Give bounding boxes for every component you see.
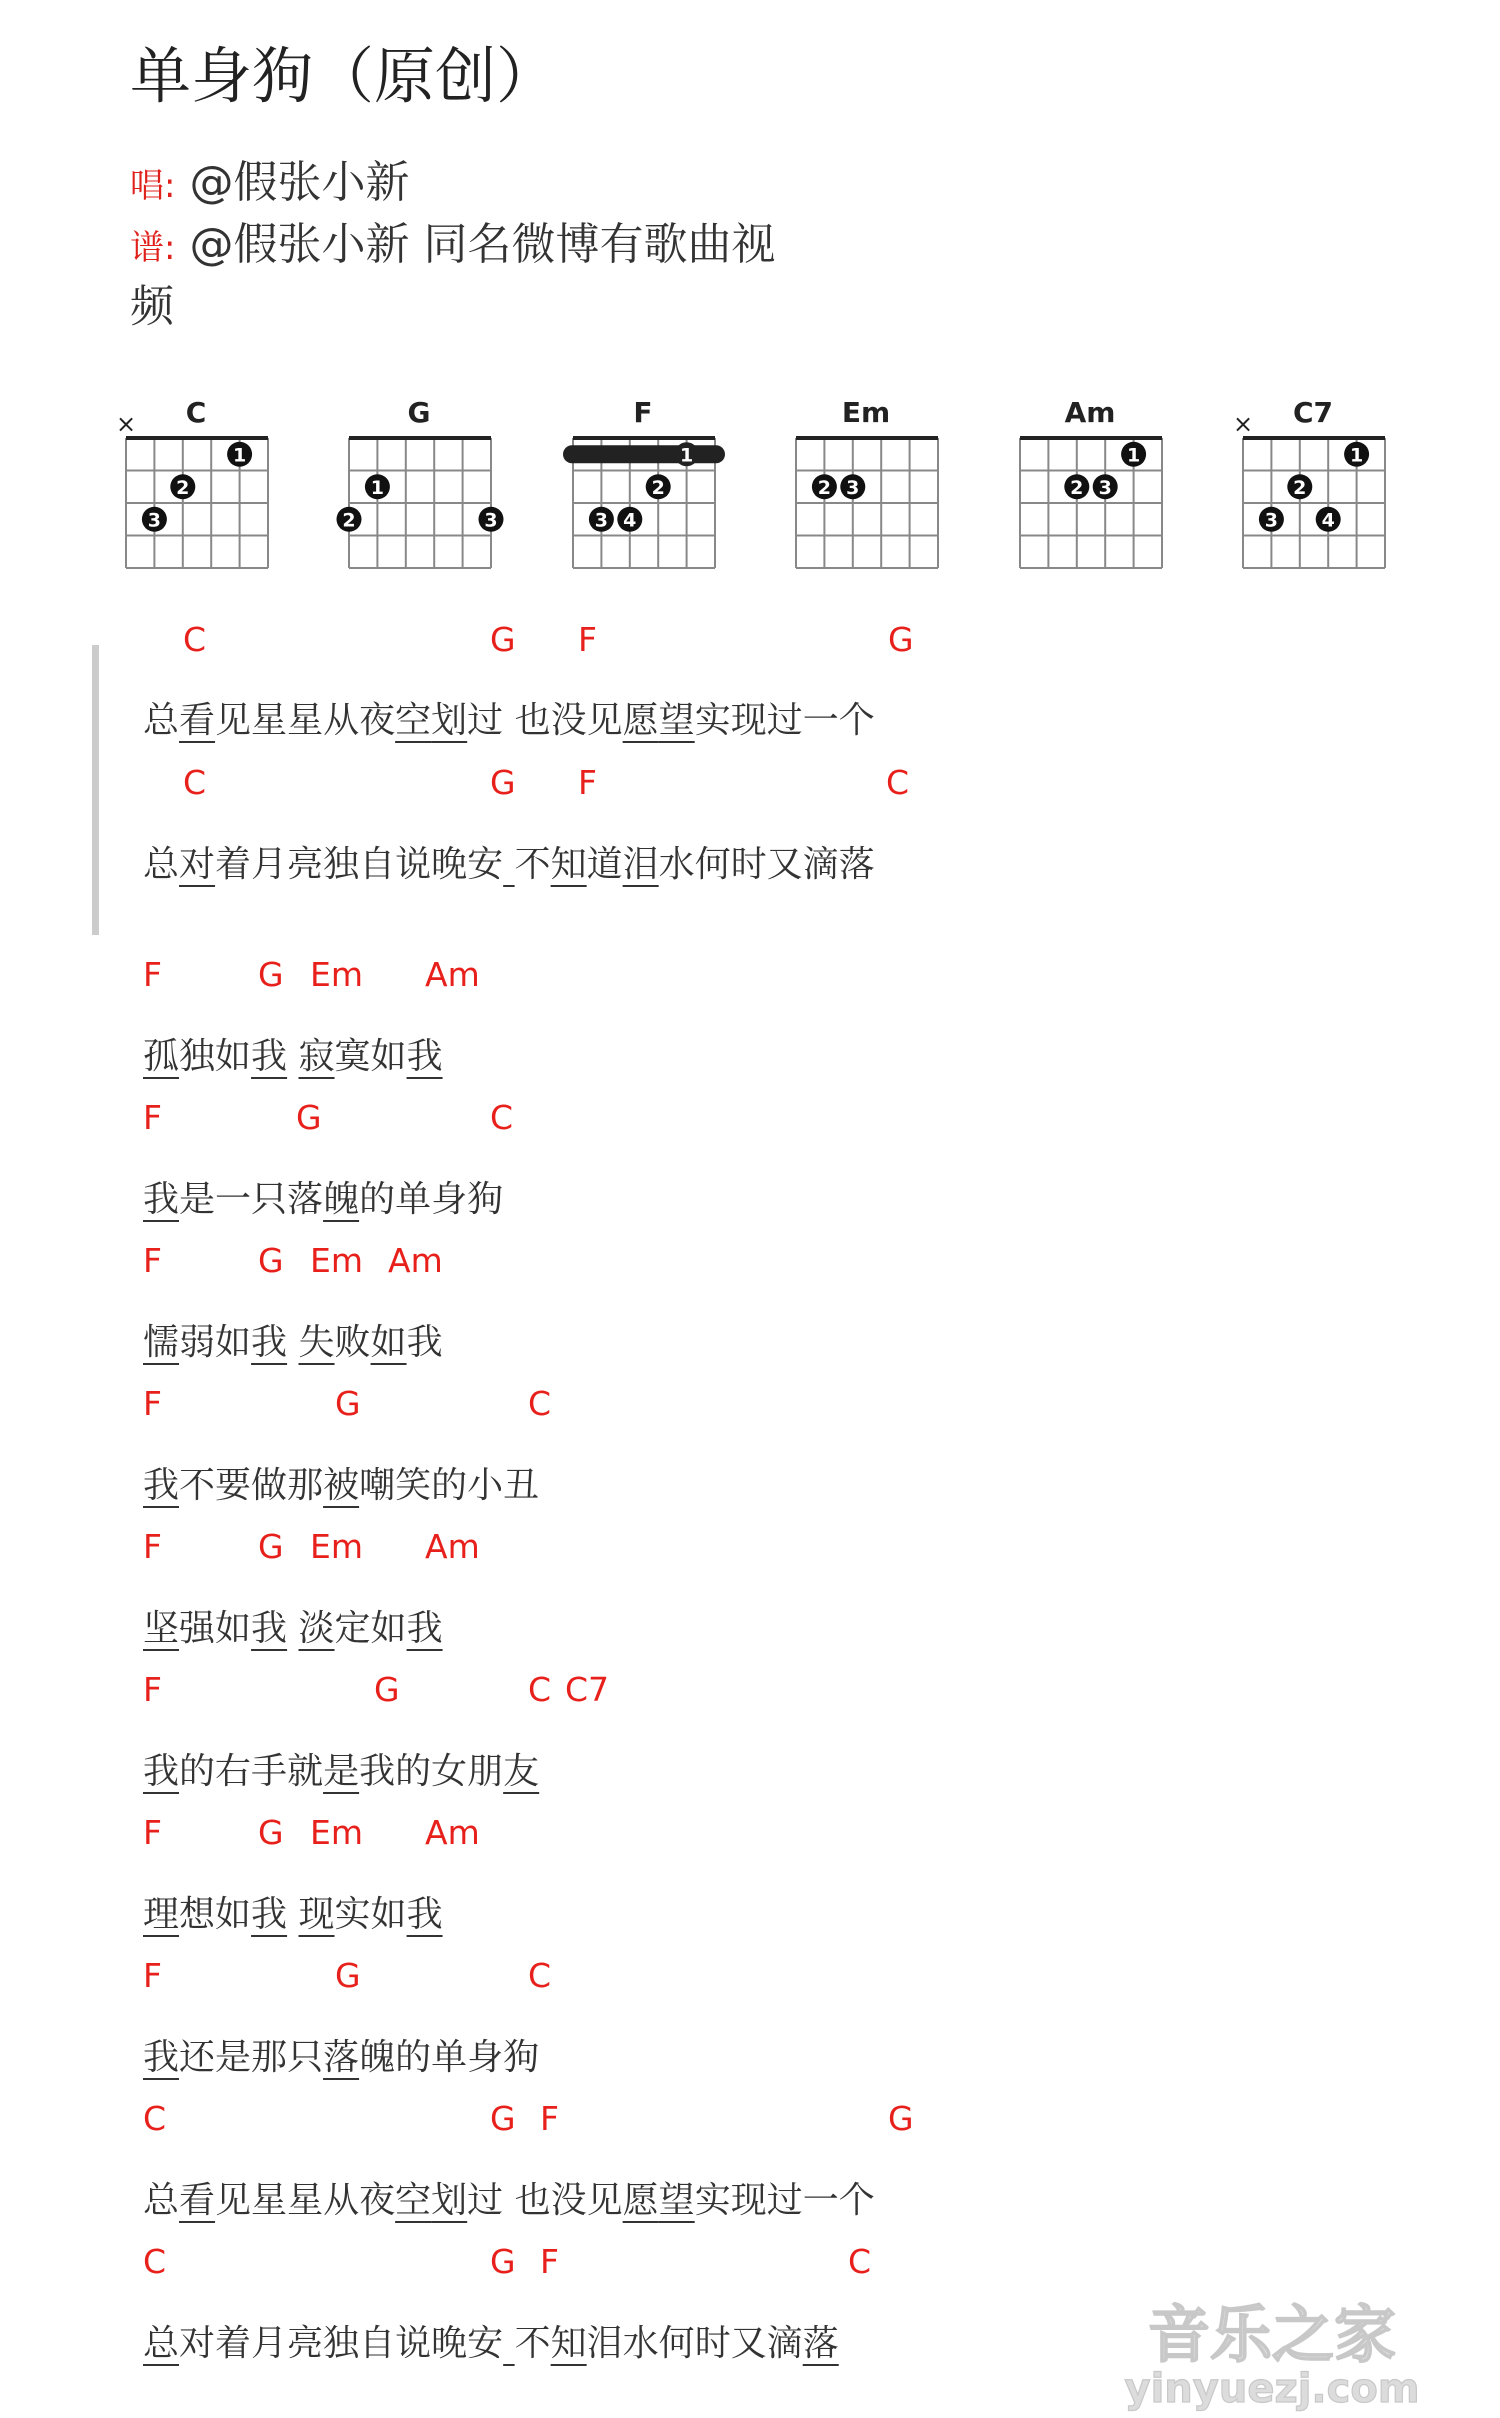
finger-number: 4 (1321, 509, 1335, 532)
chord-label: C (143, 2099, 167, 2138)
chord-label: Em (310, 955, 363, 994)
chord-label: G (258, 1813, 284, 1852)
lyric-line: 我还是那只落魄的单身狗 (143, 2037, 540, 2078)
chord-label: C (528, 1956, 552, 1995)
chord-label: G (888, 620, 914, 659)
chord-diagram-name: C7 (1292, 396, 1334, 429)
lyric-line: 懦弱如我 失败如我 (143, 1322, 443, 1363)
finger-number: 1 (1349, 444, 1364, 467)
chord-label: C (848, 2242, 872, 2281)
chord-diagram-name: Am (1064, 396, 1116, 429)
finger-number: 4 (623, 509, 637, 532)
chord-diagram-am (1007, 392, 1165, 572)
watermark-en: yinyuezj.com (1124, 2366, 1420, 2412)
chord-label: F (143, 1527, 162, 1566)
chord-label: G (258, 1527, 284, 1566)
lyric-line: 理想如我 现实如我 (143, 1894, 443, 1935)
chord-label: C (886, 763, 910, 802)
chord-diagram-c (113, 392, 271, 572)
chord-label: F (143, 1241, 162, 1280)
chord-label: G (374, 1670, 400, 1709)
chord-label: F (143, 1956, 162, 1995)
watermark-logo (1062, 2290, 1482, 2410)
chord-label: G (258, 1241, 284, 1280)
finger-number: 1 (1126, 444, 1141, 467)
finger-number: 1 (679, 444, 694, 467)
mute-marker: × (115, 410, 137, 438)
chord-label: G (490, 763, 516, 802)
chord-label: C (183, 763, 207, 802)
score-line-wrap: 频 (130, 281, 174, 332)
score-line (130, 208, 775, 272)
chord-label: G (258, 955, 284, 994)
chord-label: Am (388, 1241, 443, 1280)
mute-marker: × (1232, 410, 1254, 438)
chord-label: G (490, 2099, 516, 2138)
finger-number: 3 (484, 509, 498, 532)
chord-label: F (143, 1813, 162, 1852)
singer-line (130, 146, 409, 210)
quote-bar (92, 645, 99, 935)
finger-number: 3 (1264, 509, 1279, 532)
finger-number: 2 (817, 476, 832, 499)
lyric-line: 我是一只落魄的单身狗 (143, 1179, 504, 1220)
chord-label: F (143, 955, 162, 994)
finger-number: 3 (846, 476, 860, 499)
finger-number: 2 (176, 476, 190, 499)
chord-label: Am (425, 1813, 480, 1852)
finger-number: 3 (1098, 476, 1112, 499)
lyric-line: 我的右手就是我的女朋友 (143, 1751, 540, 1792)
chord-label: G (888, 2099, 914, 2138)
chord-label: C (143, 2242, 167, 2281)
singer-link[interactable]: @假张小新 (189, 157, 410, 208)
chord-label: G (490, 620, 516, 659)
finger-number: 2 (651, 476, 665, 499)
barre-bar (563, 445, 725, 463)
finger-number: 3 (147, 509, 162, 532)
lyric-line: 孤独如我 寂寞如我 (143, 1036, 443, 1077)
finger-number: 1 (232, 444, 247, 467)
chord-label: F (578, 763, 597, 802)
finger-number: 2 (342, 509, 356, 532)
finger-number: 2 (1293, 476, 1307, 499)
chord-diagram-g (336, 392, 498, 572)
chord-label: F (143, 1384, 162, 1423)
chord-diagram-name: C (185, 396, 207, 429)
lyric-line: 坚强如我 淡定如我 (143, 1608, 443, 1649)
lyric-line: 我不要做那被嘲笑的小丑 (143, 1465, 540, 1506)
chord-diagram-em (783, 392, 941, 572)
score-label: 谱: (130, 228, 176, 268)
lyric-line: 总对着月亮独自说晚安 不知泪水何时又滴落 (143, 2323, 839, 2364)
chord-label: G (490, 2242, 516, 2281)
singer-label: 唱: (130, 166, 176, 206)
chord-label: F (540, 2242, 559, 2281)
chord-label: C (183, 620, 207, 659)
finger-number: 2 (1070, 476, 1084, 499)
chord-label: F (143, 1670, 162, 1709)
chord-label: Em (310, 1813, 363, 1852)
chord-diagram-name: F (633, 396, 653, 429)
watermark-cn: 音乐之家 (1147, 2298, 1397, 2371)
finger-number: 1 (370, 476, 385, 499)
chord-label: Em (310, 1241, 363, 1280)
chord-diagram-name: Em (841, 396, 891, 429)
lyric-line: 总看见星星从夜空划过 也没见愿望实现过一个 (143, 2180, 875, 2221)
chord-label: F (540, 2099, 559, 2138)
chord-label: F (143, 1098, 162, 1137)
chord-label: G (335, 1384, 361, 1423)
chord-label: C (528, 1384, 552, 1423)
page-title: 单身狗（原创） (130, 41, 558, 112)
chord-label: G (296, 1098, 322, 1137)
chord-label: C7 (565, 1670, 610, 1709)
chord-diagram-name: G (407, 396, 431, 429)
chord-diagram-c7 (1230, 392, 1388, 572)
chord-label: F (578, 620, 597, 659)
lyric-line: 总看见星星从夜空划过 也没见愿望实现过一个 (143, 700, 875, 741)
score-author[interactable]: @假张小新 同名微博有歌曲视 (189, 219, 776, 270)
chord-diagram-f (560, 392, 718, 572)
chord-label: Em (310, 1527, 363, 1566)
lyric-line: 总对着月亮独自说晚安 不知道泪水何时又滴落 (143, 844, 875, 885)
chord-label: C (490, 1098, 514, 1137)
chord-label: G (335, 1956, 361, 1995)
chord-label: Am (425, 955, 480, 994)
finger-number: 3 (594, 509, 609, 532)
chord-label: Am (425, 1527, 480, 1566)
chord-label: C (528, 1670, 552, 1709)
